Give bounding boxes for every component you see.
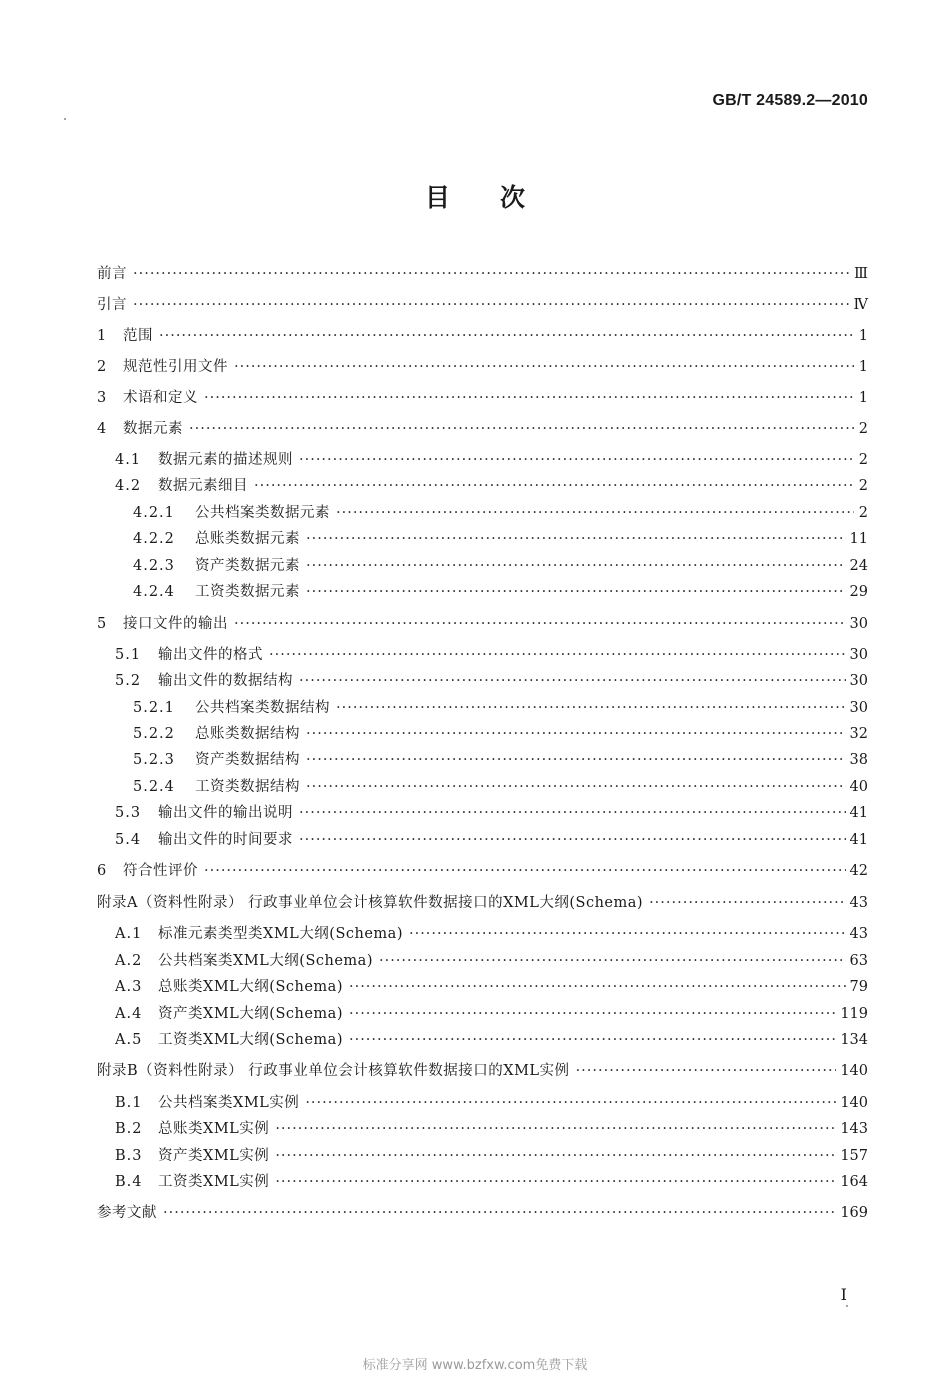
toc-entry-page: 2 [858,478,868,494]
toc-entry[interactable] [115,645,868,665]
toc-entry-page: 11 [849,531,868,547]
toc-entry-page: 38 [849,752,868,768]
toc-entry-leader [299,450,854,470]
toc-entry-page: 169 [840,1205,868,1221]
toc-entry-label: 总账类XML实例 [158,1121,270,1137]
toc-entry-page: 164 [840,1174,868,1190]
toc-entry-label: 公共档案类数据元素 [195,505,330,521]
toc-entry-page: 79 [849,979,868,995]
toc-entry[interactable] [97,326,868,346]
toc-entry-number: 2 [97,359,108,375]
toc-entry-page: 119 [840,1006,868,1022]
toc-entry-number: A.5 [115,1032,143,1048]
toc-entry-page: 63 [849,953,868,969]
toc-entry-page: 1 [858,328,868,344]
toc-entry-label: 标准元素类型类XML大纲(Schema) [158,926,403,942]
toc-entry-page: 41 [849,805,868,821]
toc-entry-label: 规范性引用文件 [123,359,228,375]
toc-entry[interactable] [97,861,868,881]
toc-entry-number: 4.2 [115,478,142,494]
toc-entry[interactable] [115,830,868,850]
toc-entry[interactable] [115,1119,868,1139]
toc-entry-label: 参考文献 [97,1205,157,1221]
toc-entry[interactable] [97,614,868,634]
toc-entry[interactable] [115,476,868,496]
toc-entry[interactable] [115,1004,868,1024]
toc-entry-number: 4.2.3 [133,558,175,574]
toc-title: 目次 [424,183,575,212]
toc-entry-number: A.1 [115,926,143,942]
toc-entry-label: 附录A（资料性附录） 行政事业单位会计核算软件数据接口的XML大纲(Schema) [97,895,644,911]
toc-entry-leader [379,951,846,971]
toc-entry-leader [306,556,846,576]
toc-entry[interactable] [115,1172,868,1192]
toc-entry-label: 公共档案类XML大纲(Schema) [158,953,373,969]
toc-entry-leader [306,724,846,744]
toc-entry-page: 30 [849,647,868,663]
toc-entry-page: 134 [840,1032,868,1048]
toc-entry-number: 4.1 [115,452,142,468]
toc-entry-label: 总账类数据元素 [195,531,300,547]
toc-entry-number: A.3 [115,979,143,995]
toc-entry-page: 1 [858,359,868,375]
toc-entry-page: 43 [849,926,868,942]
toc-entry[interactable] [115,803,868,823]
toc-entry-leader [163,1203,836,1223]
scan-speck [64,118,66,120]
toc-entry[interactable] [133,582,868,602]
toc-entry-page: 30 [849,616,868,632]
toc-entry[interactable] [115,450,868,470]
toc-entry[interactable] [97,295,868,315]
toc-entry-leader [204,861,846,881]
toc-entry-leader [275,1172,836,1192]
toc-entry-label: 输出文件的输出说明 [158,805,293,821]
toc-entry-label: 公共档案类XML实例 [158,1095,300,1111]
toc-entry[interactable] [97,1061,868,1081]
toc-entry[interactable] [97,893,868,913]
toc-entry-label: 工资类数据结构 [195,779,300,795]
toc-entry-page: 2 [858,452,868,468]
toc-entry[interactable] [115,1146,868,1166]
toc-entry-label: 总账类XML大纲(Schema) [158,979,343,995]
scan-speck [846,1305,848,1307]
toc-entry[interactable] [97,419,868,439]
toc-entry-page: 157 [840,1148,868,1164]
toc-entry-leader [349,1004,836,1024]
toc-entry[interactable] [115,1030,868,1050]
toc-entry-leader [189,419,854,439]
toc-entry-number: 4.2.1 [133,505,175,521]
toc-entry[interactable] [97,1203,868,1223]
toc-entry-leader [649,893,845,913]
toc-entry-page: 29 [849,584,868,600]
toc-entry-number: A.2 [115,953,143,969]
toc-entry-page: Ⅲ [854,266,868,282]
toc-entry-leader [299,803,846,823]
toc-entry-label: 公共档案类数据结构 [195,700,330,716]
toc-entry-leader [299,830,846,850]
toc-entry-leader [299,671,846,691]
toc-entry-label: 输出文件的格式 [158,647,263,663]
toc-entry-page: 143 [840,1121,868,1137]
toc-entry-page: 30 [849,673,868,689]
toc-entry-label: 资产类数据结构 [195,752,300,768]
toc-entry-number: 4.2.4 [133,584,175,600]
toc-entry-number: 4.2.2 [133,531,175,547]
toc-entry-leader [306,582,846,602]
toc-entry[interactable] [97,264,868,284]
toc-entry-label: 总账类数据结构 [195,726,300,742]
toc-entry-label: 数据元素的描述规则 [158,452,293,468]
toc-entry-number: 6 [97,863,108,879]
toc-entry-page: 1 [858,390,868,406]
toc-entry-leader [133,295,850,315]
toc-entry-number: 5.2.1 [133,700,175,716]
toc-entry-leader [306,750,846,770]
watermark: 标准分享网 www.bzfxw.com免费下载 [362,1358,588,1373]
toc-entry-label: 范围 [123,328,153,344]
toc-entry-leader [234,614,846,634]
toc-entry-leader [204,388,854,408]
toc-entry-number: B.3 [115,1148,143,1164]
toc-entry-number: 5.3 [115,805,142,821]
toc-entry-page: 40 [849,779,868,795]
toc-entry-label: 符合性评价 [123,863,198,879]
toc-entry-label: 数据元素 [123,421,183,437]
toc-entry-label: 接口文件的输出 [123,616,228,632]
toc-entry-page: 140 [840,1063,868,1079]
standard-code: GB/T 24589.2—2010 [712,92,868,109]
toc-entry-label: 数据元素细目 [158,478,248,494]
toc-entry[interactable] [115,671,868,691]
toc-entry[interactable] [133,750,868,770]
toc-entry[interactable] [133,503,868,523]
toc-entry-label: 术语和定义 [123,390,198,406]
toc-entry-label: 附录B（资料性附录） 行政事业单位会计核算软件数据接口的XML实例 [97,1063,570,1079]
toc-entry[interactable] [115,977,868,997]
toc-entry[interactable] [115,1093,868,1113]
toc-entry-page: 32 [849,726,868,742]
toc-entry-leader [349,1030,836,1050]
toc-entry[interactable] [133,529,868,549]
toc-entry-leader [336,698,846,718]
toc-entry-leader [409,924,846,944]
toc-entry[interactable] [133,698,868,718]
toc-entry-number: 3 [97,390,108,406]
toc-entry-page: 2 [858,505,868,521]
toc-entry-number: 5.2.2 [133,726,175,742]
toc-entry-number: 5.2.4 [133,779,175,795]
toc-entry-number: B.1 [115,1095,143,1111]
toc-entry-page: 41 [849,832,868,848]
toc-entry-label: 输出文件的数据结构 [158,673,293,689]
toc-entry-leader [133,264,850,284]
toc-entry-leader [275,1146,836,1166]
toc-entry-leader [159,326,854,346]
toc-entry-label: 资产类XML实例 [158,1148,270,1164]
toc-entry[interactable] [133,724,868,744]
toc-entry-page: Ⅳ [853,297,868,313]
toc-entry[interactable] [97,357,868,377]
toc-entry-leader [306,529,846,549]
toc-entry-page: 42 [849,863,868,879]
toc-entry-leader [349,977,846,997]
toc-entry-leader [305,1093,836,1113]
toc-entry-label: 输出文件的时间要求 [158,832,293,848]
toc-entry-page: 2 [858,421,868,437]
toc-entry-number: 5 [97,616,108,632]
toc-entry-leader [306,777,846,797]
toc-entry-number: 5.4 [115,832,142,848]
toc-entry-leader [576,1061,837,1081]
toc-entry-label: 资产类XML大纲(Schema) [158,1006,343,1022]
toc-entry[interactable] [133,777,868,797]
toc-entry-leader [336,503,854,523]
toc-entry-number: 5.2 [115,673,142,689]
toc-entry-page: 43 [849,895,868,911]
toc-entry-label: 工资类XML大纲(Schema) [158,1032,343,1048]
toc-entry-label: 资产类数据元素 [195,558,300,574]
toc-entry-leader [275,1119,836,1139]
toc-entry-leader [254,476,854,496]
toc-entry-page: 30 [849,700,868,716]
toc-entry-number: 5.1 [115,647,142,663]
page-number: I [840,1285,847,1304]
toc-entry-number: A.4 [115,1006,143,1022]
toc-entry-page: 24 [849,558,868,574]
toc-entry[interactable] [97,388,868,408]
toc-entry-number: 5.2.3 [133,752,175,768]
toc-entry-number: B.2 [115,1121,143,1137]
toc-entry-number: B.4 [115,1174,143,1190]
toc-entry-leader [234,357,854,377]
toc-entry-page: 140 [840,1095,868,1111]
toc-entry-label: 前言 [97,266,127,282]
toc-entry-label: 工资类数据元素 [195,584,300,600]
toc-entry-number: 1 [97,328,108,344]
toc-entry[interactable] [115,924,868,944]
toc-entry[interactable] [133,556,868,576]
toc-entry-leader [269,645,846,665]
toc-entry-number: 4 [97,421,108,437]
toc-entry-label: 工资类XML实例 [158,1174,270,1190]
toc-entry-label: 引言 [97,297,127,313]
toc-entry[interactable] [115,951,868,971]
